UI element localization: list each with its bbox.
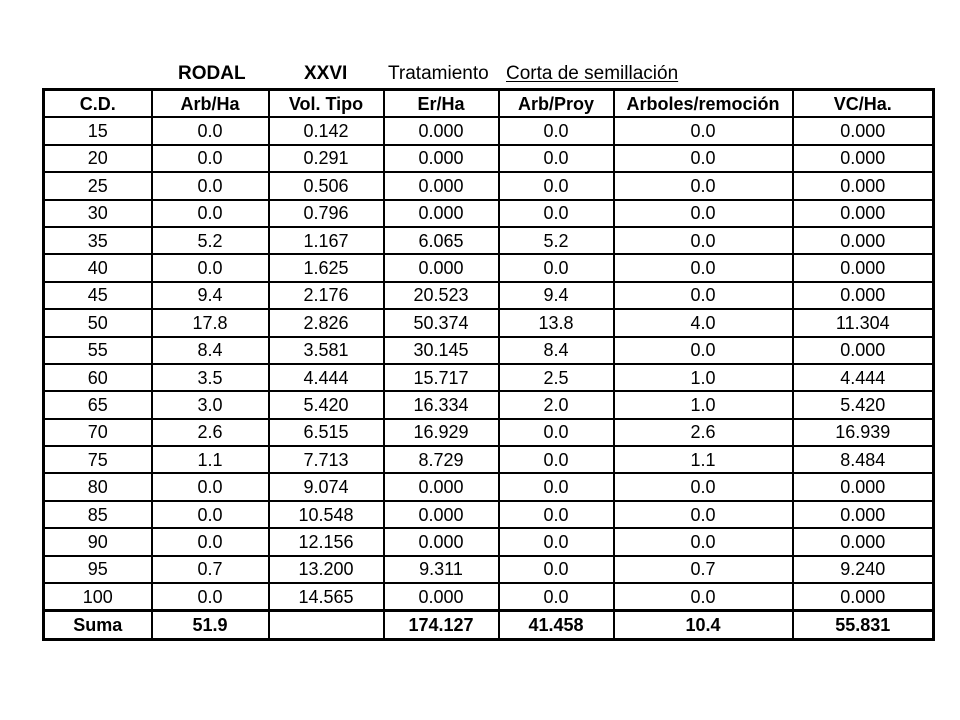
table-cell: 0.000 (384, 145, 499, 172)
header-row (44, 90, 934, 118)
table-cell: 0.0 (499, 528, 614, 555)
table-row (44, 227, 934, 254)
table-cell: 3.581 (269, 337, 384, 364)
tratamiento-value: Corta de semillación (506, 63, 679, 84)
table-cell: 0.0 (152, 583, 269, 611)
table-body (44, 117, 934, 611)
table-cell: 16.334 (384, 391, 499, 418)
table-cell: 0.000 (793, 254, 934, 281)
table-cell: 0.000 (793, 200, 934, 227)
table-cell: 30 (44, 200, 152, 227)
table-cell: 17.8 (152, 309, 269, 336)
table-cell: 2.6 (152, 419, 269, 446)
table-cell: 50 (44, 309, 152, 336)
table-cell: 0.000 (384, 117, 499, 144)
column-header-cd: C.D. (44, 90, 152, 118)
table-cell: 9.074 (269, 473, 384, 500)
table-cell: 0.0 (152, 254, 269, 281)
table-cell: 0.000 (384, 583, 499, 611)
column-header-arb-proy: Arb/Proy (499, 90, 614, 118)
table-cell: 0.0 (152, 473, 269, 500)
table-cell: 11.304 (793, 309, 934, 336)
table-cell: 8.4 (152, 337, 269, 364)
table-cell: 8.4 (499, 337, 614, 364)
table-cell: 0.0 (152, 145, 269, 172)
table-cell: 0.000 (793, 473, 934, 500)
column-header-er-ha: Er/Ha (384, 90, 499, 118)
table-cell: 55 (44, 337, 152, 364)
table-cell: 7.713 (269, 446, 384, 473)
table-cell: 0.0 (614, 145, 793, 172)
table-row (44, 172, 934, 199)
table-cell: 50.374 (384, 309, 499, 336)
table-cell: 8.729 (384, 446, 499, 473)
sum-cell: Suma (44, 611, 152, 639)
table-cell: 2.176 (269, 282, 384, 309)
table-row (44, 364, 934, 391)
table-cell: 16.939 (793, 419, 934, 446)
table-cell: 1.1 (614, 446, 793, 473)
table-cell: 0.142 (269, 117, 384, 144)
table-row (44, 309, 934, 336)
table-cell: 12.156 (269, 528, 384, 555)
table-cell: 0.0 (499, 556, 614, 583)
table-cell: 0.0 (614, 473, 793, 500)
table-cell: 1.625 (269, 254, 384, 281)
table-cell: 0.000 (793, 337, 934, 364)
column-header-arb-ha: Arb/Ha (152, 90, 269, 118)
table-row (44, 419, 934, 446)
table-row (44, 556, 934, 583)
table-cell: 75 (44, 446, 152, 473)
table-cell: 0.0 (614, 117, 793, 144)
rodal-label: RODAL (178, 63, 246, 84)
column-header-vc-ha: VC/Ha. (793, 90, 934, 118)
sum-cell: 41.458 (499, 611, 614, 639)
table-cell: 0.0 (614, 501, 793, 528)
table-cell: 0.000 (793, 227, 934, 254)
table-cell: 1.1 (152, 446, 269, 473)
table-cell: 5.420 (269, 391, 384, 418)
table-cell: 0.000 (793, 145, 934, 172)
table-cell: 9.4 (152, 282, 269, 309)
table-cell: 70 (44, 419, 152, 446)
table-cell: 2.6 (614, 419, 793, 446)
table-cell: 4.444 (269, 364, 384, 391)
table-cell: 4.444 (793, 364, 934, 391)
table-cell: 16.929 (384, 419, 499, 446)
column-header-arboles-remocion: Arboles/remoción (614, 90, 793, 118)
table-cell: 2.826 (269, 309, 384, 336)
table-cell: 90 (44, 528, 152, 555)
table-row (44, 501, 934, 528)
table-cell: 0.0 (614, 528, 793, 555)
table-cell: 5.420 (793, 391, 934, 418)
table-cell: 45 (44, 282, 152, 309)
table-cell: 0.0 (614, 337, 793, 364)
table-row (44, 254, 934, 281)
table-cell: 0.000 (384, 501, 499, 528)
table-cell: 0.0 (152, 172, 269, 199)
table-cell: 5.2 (499, 227, 614, 254)
table-cell: 0.7 (152, 556, 269, 583)
table-cell: 0.000 (384, 172, 499, 199)
table-cell: 0.0 (152, 200, 269, 227)
table-cell: 0.0 (499, 172, 614, 199)
table-cell: 14.565 (269, 583, 384, 611)
table-cell: 0.0 (499, 583, 614, 611)
tratamiento-label: Tratamiento (388, 63, 489, 84)
sum-cell: 10.4 (614, 611, 793, 639)
table-cell: 20 (44, 145, 152, 172)
table-cell: 85 (44, 501, 152, 528)
table-cell: 2.5 (499, 364, 614, 391)
table-cell: 0.000 (793, 583, 934, 611)
table-cell: 0.000 (793, 282, 934, 309)
table-cell: 2.0 (499, 391, 614, 418)
table-cell: 15 (44, 117, 152, 144)
table-cell: 0.0 (614, 282, 793, 309)
table-cell: 13.200 (269, 556, 384, 583)
table-cell: 0.0 (499, 145, 614, 172)
table-cell: 80 (44, 473, 152, 500)
table-cell: 0.0 (499, 117, 614, 144)
table-row (44, 282, 934, 309)
table-cell: 0.0 (152, 117, 269, 144)
table-cell: 9.311 (384, 556, 499, 583)
table-cell: 0.000 (384, 528, 499, 555)
table-cell: 0.0 (499, 446, 614, 473)
table-row (44, 337, 934, 364)
table-cell: 13.8 (499, 309, 614, 336)
table-cell: 25 (44, 172, 152, 199)
table-row (44, 583, 934, 611)
table-cell: 6.515 (269, 419, 384, 446)
table-cell: 0.0 (499, 501, 614, 528)
table-cell: 9.240 (793, 556, 934, 583)
table-row (44, 145, 934, 172)
sum-cell (269, 611, 384, 639)
sum-row (44, 611, 934, 639)
table-cell: 8.484 (793, 446, 934, 473)
table-cell: 0.000 (793, 117, 934, 144)
table-cell: 4.0 (614, 309, 793, 336)
table-cell: 5.2 (152, 227, 269, 254)
table-cell: 0.0 (614, 172, 793, 199)
table-cell: 15.717 (384, 364, 499, 391)
table-cell: 30.145 (384, 337, 499, 364)
table-row (44, 528, 934, 555)
table-row (44, 391, 934, 418)
table-cell: 10.548 (269, 501, 384, 528)
column-header-vol-tipo: Vol. Tipo (269, 90, 384, 118)
table-cell: 0.000 (384, 254, 499, 281)
table-cell: 1.0 (614, 364, 793, 391)
table-cell: 95 (44, 556, 152, 583)
table-cell: 0.0 (614, 254, 793, 281)
table-cell: 1.0 (614, 391, 793, 418)
table-cell: 40 (44, 254, 152, 281)
table-cell: 0.0 (614, 583, 793, 611)
table-cell: 9.4 (499, 282, 614, 309)
table-cell: 0.000 (793, 501, 934, 528)
table-cell: 0.000 (384, 200, 499, 227)
table-cell: 0.0 (499, 200, 614, 227)
table-cell: 0.291 (269, 145, 384, 172)
table-cell: 0.0 (152, 501, 269, 528)
table-cell: 65 (44, 391, 152, 418)
table-cell: 0.000 (384, 473, 499, 500)
table-cell: 35 (44, 227, 152, 254)
sum-cell: 55.831 (793, 611, 934, 639)
table-cell: 0.0 (499, 473, 614, 500)
table-row (44, 117, 934, 144)
table-cell: 0.0 (499, 254, 614, 281)
table-cell: 3.5 (152, 364, 269, 391)
table-cell: 60 (44, 364, 152, 391)
table-cell: 100 (44, 583, 152, 611)
table-cell: 0.0 (152, 528, 269, 555)
table-cell: 0.0 (614, 227, 793, 254)
table-cell: 0.506 (269, 172, 384, 199)
table-row (44, 446, 934, 473)
table-cell: 6.065 (384, 227, 499, 254)
table-cell: 0.7 (614, 556, 793, 583)
table-cell: 3.0 (152, 391, 269, 418)
table-cell: 0.0 (614, 200, 793, 227)
table-cell: 20.523 (384, 282, 499, 309)
table-cell: 1.167 (269, 227, 384, 254)
sum-cell: 51.9 (152, 611, 269, 639)
table-cell: 0.0 (499, 419, 614, 446)
table-row (44, 200, 934, 227)
sum-cell: 174.127 (384, 611, 499, 639)
table-row (44, 473, 934, 500)
table-cell: 0.000 (793, 528, 934, 555)
data-table (42, 88, 935, 641)
rodal-value: XXVI (304, 63, 348, 84)
table-cell: 0.000 (793, 172, 934, 199)
table-cell: 0.796 (269, 200, 384, 227)
